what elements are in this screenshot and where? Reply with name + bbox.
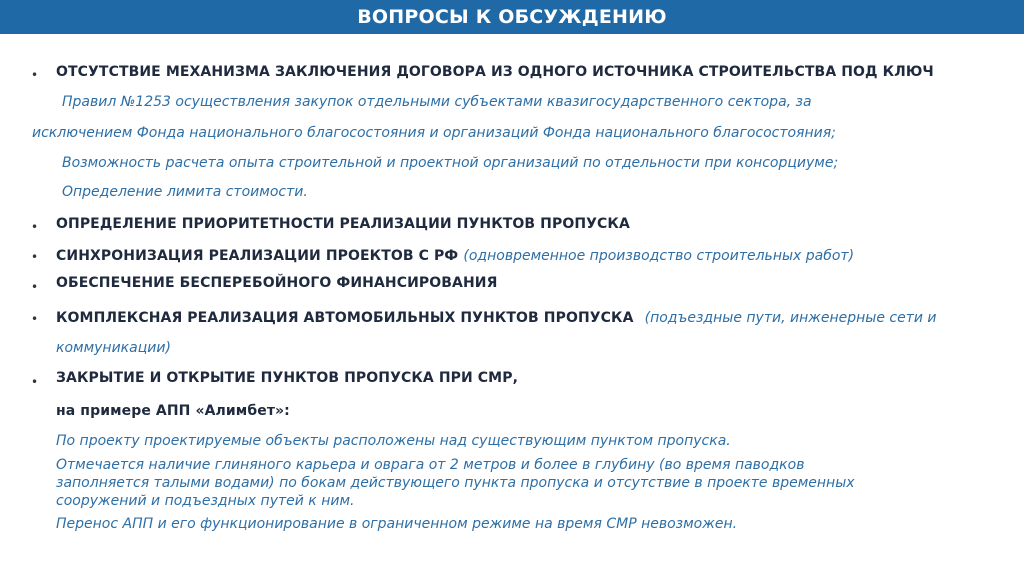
item-1-detail-2: исключением Фонда национального благосостояния и организаций Фонда национального благосостояния;: [32, 125, 836, 141]
item-6-subheading: на примере АПП «Алимбет»:: [56, 403, 290, 419]
item-5-note-continued: коммуникации): [56, 340, 171, 356]
item-3: [56, 245, 854, 264]
item-6-detail-2: Отмечается наличие глиняного карьера и оврага от 2 метров и более в глубину (во время паводков: [56, 457, 805, 473]
bullet-icon: •: [31, 280, 39, 294]
item-1-detail-3: Возможность расчета опыта строительной и проектной организаций по отдельности при консорциуме;: [62, 155, 839, 171]
item-5-note: (подъездные пути, инженерные сети и: [644, 310, 937, 326]
item-heading-1: ОТСУТСТВИЕ МЕХАНИЗМА ЗАКЛЮЧЕНИЯ ДОГОВОРА ИЗ ОДНОГО ИСТОЧНИКА СТРОИТЕЛЬСТВА ПОД КЛЮЧ: [56, 64, 934, 80]
item-heading-5: КОМПЛЕКСНАЯ РЕАЛИЗАЦИЯ АВТОМОБИЛЬНЫХ ПУНКТОВ ПРОПУСКА: [56, 310, 634, 326]
bullet-icon: •: [31, 250, 39, 264]
bullet-icon: •: [31, 68, 39, 82]
bullet-icon: •: [31, 312, 39, 326]
page-title: ВОПРОСЫ К ОБСУЖДЕНИЮ: [357, 6, 667, 28]
item-5: [56, 307, 937, 326]
item-1-detail-1: Правил №1253 осуществления закупок отдельными субъектами квазигосударственного сектора, за: [62, 94, 812, 110]
item-1-detail-4: Определение лимита стоимости.: [62, 184, 308, 200]
item-6-detail-1: По проекту проектируемые объекты расположены над существующим пунктом пропуска.: [56, 433, 731, 449]
bullet-icon: •: [31, 375, 39, 389]
item-heading-6: ЗАКРЫТИЕ И ОТКРЫТИЕ ПУНКТОВ ПРОПУСКА ПРИ СМР,: [56, 370, 518, 386]
item-heading-3: СИНХРОНИЗАЦИЯ РЕАЛИЗАЦИИ ПРОЕКТОВ С РФ: [56, 248, 459, 264]
item-6-detail-5: Перенос АПП и его функционирование в ограниченном режиме на время СМР невозможен.: [56, 516, 738, 532]
item-3-note: (одновременное производство строительных работ): [463, 248, 855, 264]
item-heading-4: ОБЕСПЕЧЕНИЕ БЕСПЕРЕБОЙНОГО ФИНАНСИРОВАНИЯ: [56, 275, 498, 291]
item-heading-2: ОПРЕДЕЛЕНИЕ ПРИОРИТЕТНОСТИ РЕАЛИЗАЦИИ ПУНКТОВ ПРОПУСКА: [56, 216, 630, 232]
item-6-detail-3: заполняется талыми водами) по бокам действующего пункта пропуска и отсутствие в проекте временных: [56, 475, 855, 491]
bullet-icon: •: [31, 220, 39, 234]
item-6-detail-4: сооружений и подъездных путей к ним.: [56, 493, 355, 509]
